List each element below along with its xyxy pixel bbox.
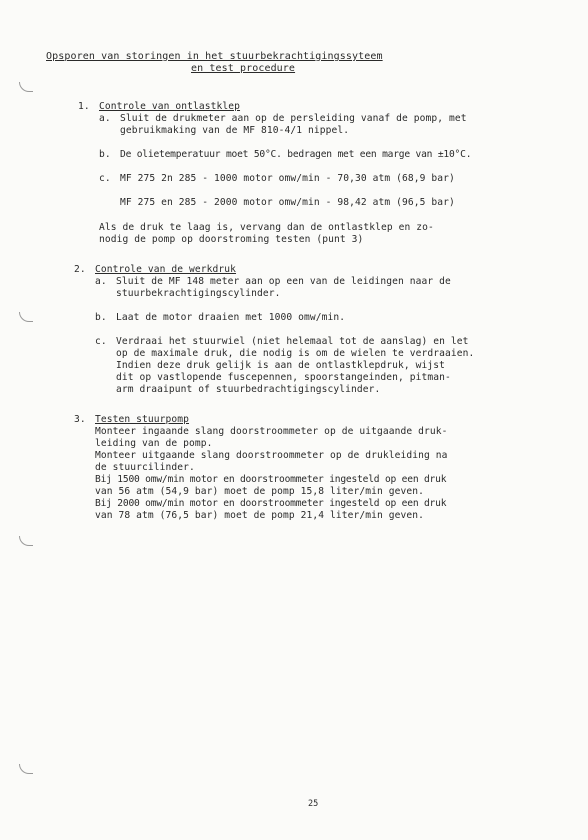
section-1-heading: Controle van ontlastklep <box>99 101 241 112</box>
binder-hole-top <box>19 82 33 92</box>
section-1-item-c-line-2: MF 275 en 285 - 2000 motor omw/min - 98,42 atm (96,5 bar) <box>120 197 455 208</box>
section-1-item-a-label: a. <box>99 113 111 124</box>
section-3-line-6: van 56 atm (54,9 bar) moet de pomp 15,8 liter/min geven. <box>95 486 425 497</box>
page-subtitle: en test procedure <box>191 63 296 74</box>
section-3-line-3: Monteer uitgaande slang doorstroommeter op de drukleiding na <box>95 450 448 461</box>
page-number: 25 <box>308 799 319 809</box>
section-1-paragraph-line-2: nodig de pomp op doorstroming testen (punt 3) <box>99 234 364 245</box>
section-1-number: 1. <box>78 101 90 112</box>
section-2-item-c-line-2: op de maximale druk, die nodig is om de wielen te verdraaien. <box>116 348 475 359</box>
section-3-number: 3. <box>74 414 86 425</box>
section-1-item-b-label: b. <box>99 149 111 160</box>
binder-hole-lower-middle <box>19 536 33 546</box>
section-1-item-a-line-1: Sluit de drukmeter aan op de persleiding vanaf de pomp, met <box>120 113 467 124</box>
section-3-line-2: leiding van de pomp. <box>95 438 213 449</box>
section-3-heading: Testen stuurpomp <box>95 414 190 425</box>
section-1-item-b-line-1: De olietemperatuur moet 50°C. bedragen met een marge van ±10°C. <box>120 149 472 160</box>
section-2-item-c-line-1: Verdraai het stuurwiel (niet helemaal tot de aanslag) en let <box>116 336 469 347</box>
section-2-item-b-line-1: Laat de motor draaien met 1000 omw/min. <box>116 312 346 323</box>
section-2-item-c-line-5: arm draaipunt of stuurbedrachtigingscylinder. <box>116 384 381 395</box>
section-2-heading: Controle van de werkdruk <box>95 264 237 275</box>
page-title: Opsporen van storingen in het stuurbekrachtigingssyteem <box>46 51 383 62</box>
section-2-item-a-label: a. <box>95 276 107 287</box>
binder-hole-upper-middle <box>19 312 33 322</box>
section-2-number: 2. <box>74 264 86 275</box>
section-3-line-7: Bij 2000 omw/min motor en doorstroommeter ingesteld op een druk <box>95 498 447 509</box>
section-1-item-c-line-1: MF 275 2n 285 - 1000 motor omw/min - 70,30 atm (68,9 bar) <box>120 173 455 184</box>
section-3-line-1: Monteer ingaande slang doorstroommeter op de uitgaande druk- <box>95 426 448 437</box>
section-2-item-a-line-1: Sluit de MF 148 meter aan op een van de leidingen naar de <box>116 276 451 287</box>
section-3-line-8: van 78 atm (76,5 bar) moet de pomp 21,4 liter/min geven. <box>95 510 425 521</box>
section-2-item-b-label: b. <box>95 312 107 323</box>
section-1-item-a-line-2: gebruikmaking van de MF 810-4/1 nippel. <box>120 125 350 136</box>
section-3-line-4: de stuurcilinder. <box>95 462 195 473</box>
section-2-item-c-line-4: dit op vastlopende fuscepennen, spoorstangeinden, pitman- <box>116 372 451 383</box>
binder-hole-bottom <box>19 764 33 774</box>
section-1-item-c-label: c. <box>99 173 111 184</box>
section-2-item-c-line-3: Indien deze druk gelijk is aan de ontlastklepdruk, wijst <box>116 360 446 371</box>
section-2-item-a-line-2: stuurbekrachtigingscylinder. <box>116 288 281 299</box>
section-3-line-5: Bij 1500 omw/min motor en doorstroommeter ingesteld op een druk <box>95 474 447 485</box>
section-2-item-c-label: c. <box>95 336 107 347</box>
section-1-paragraph-line-1: Als de druk te laag is, vervang dan de ontlastklep en zo- <box>99 222 434 233</box>
